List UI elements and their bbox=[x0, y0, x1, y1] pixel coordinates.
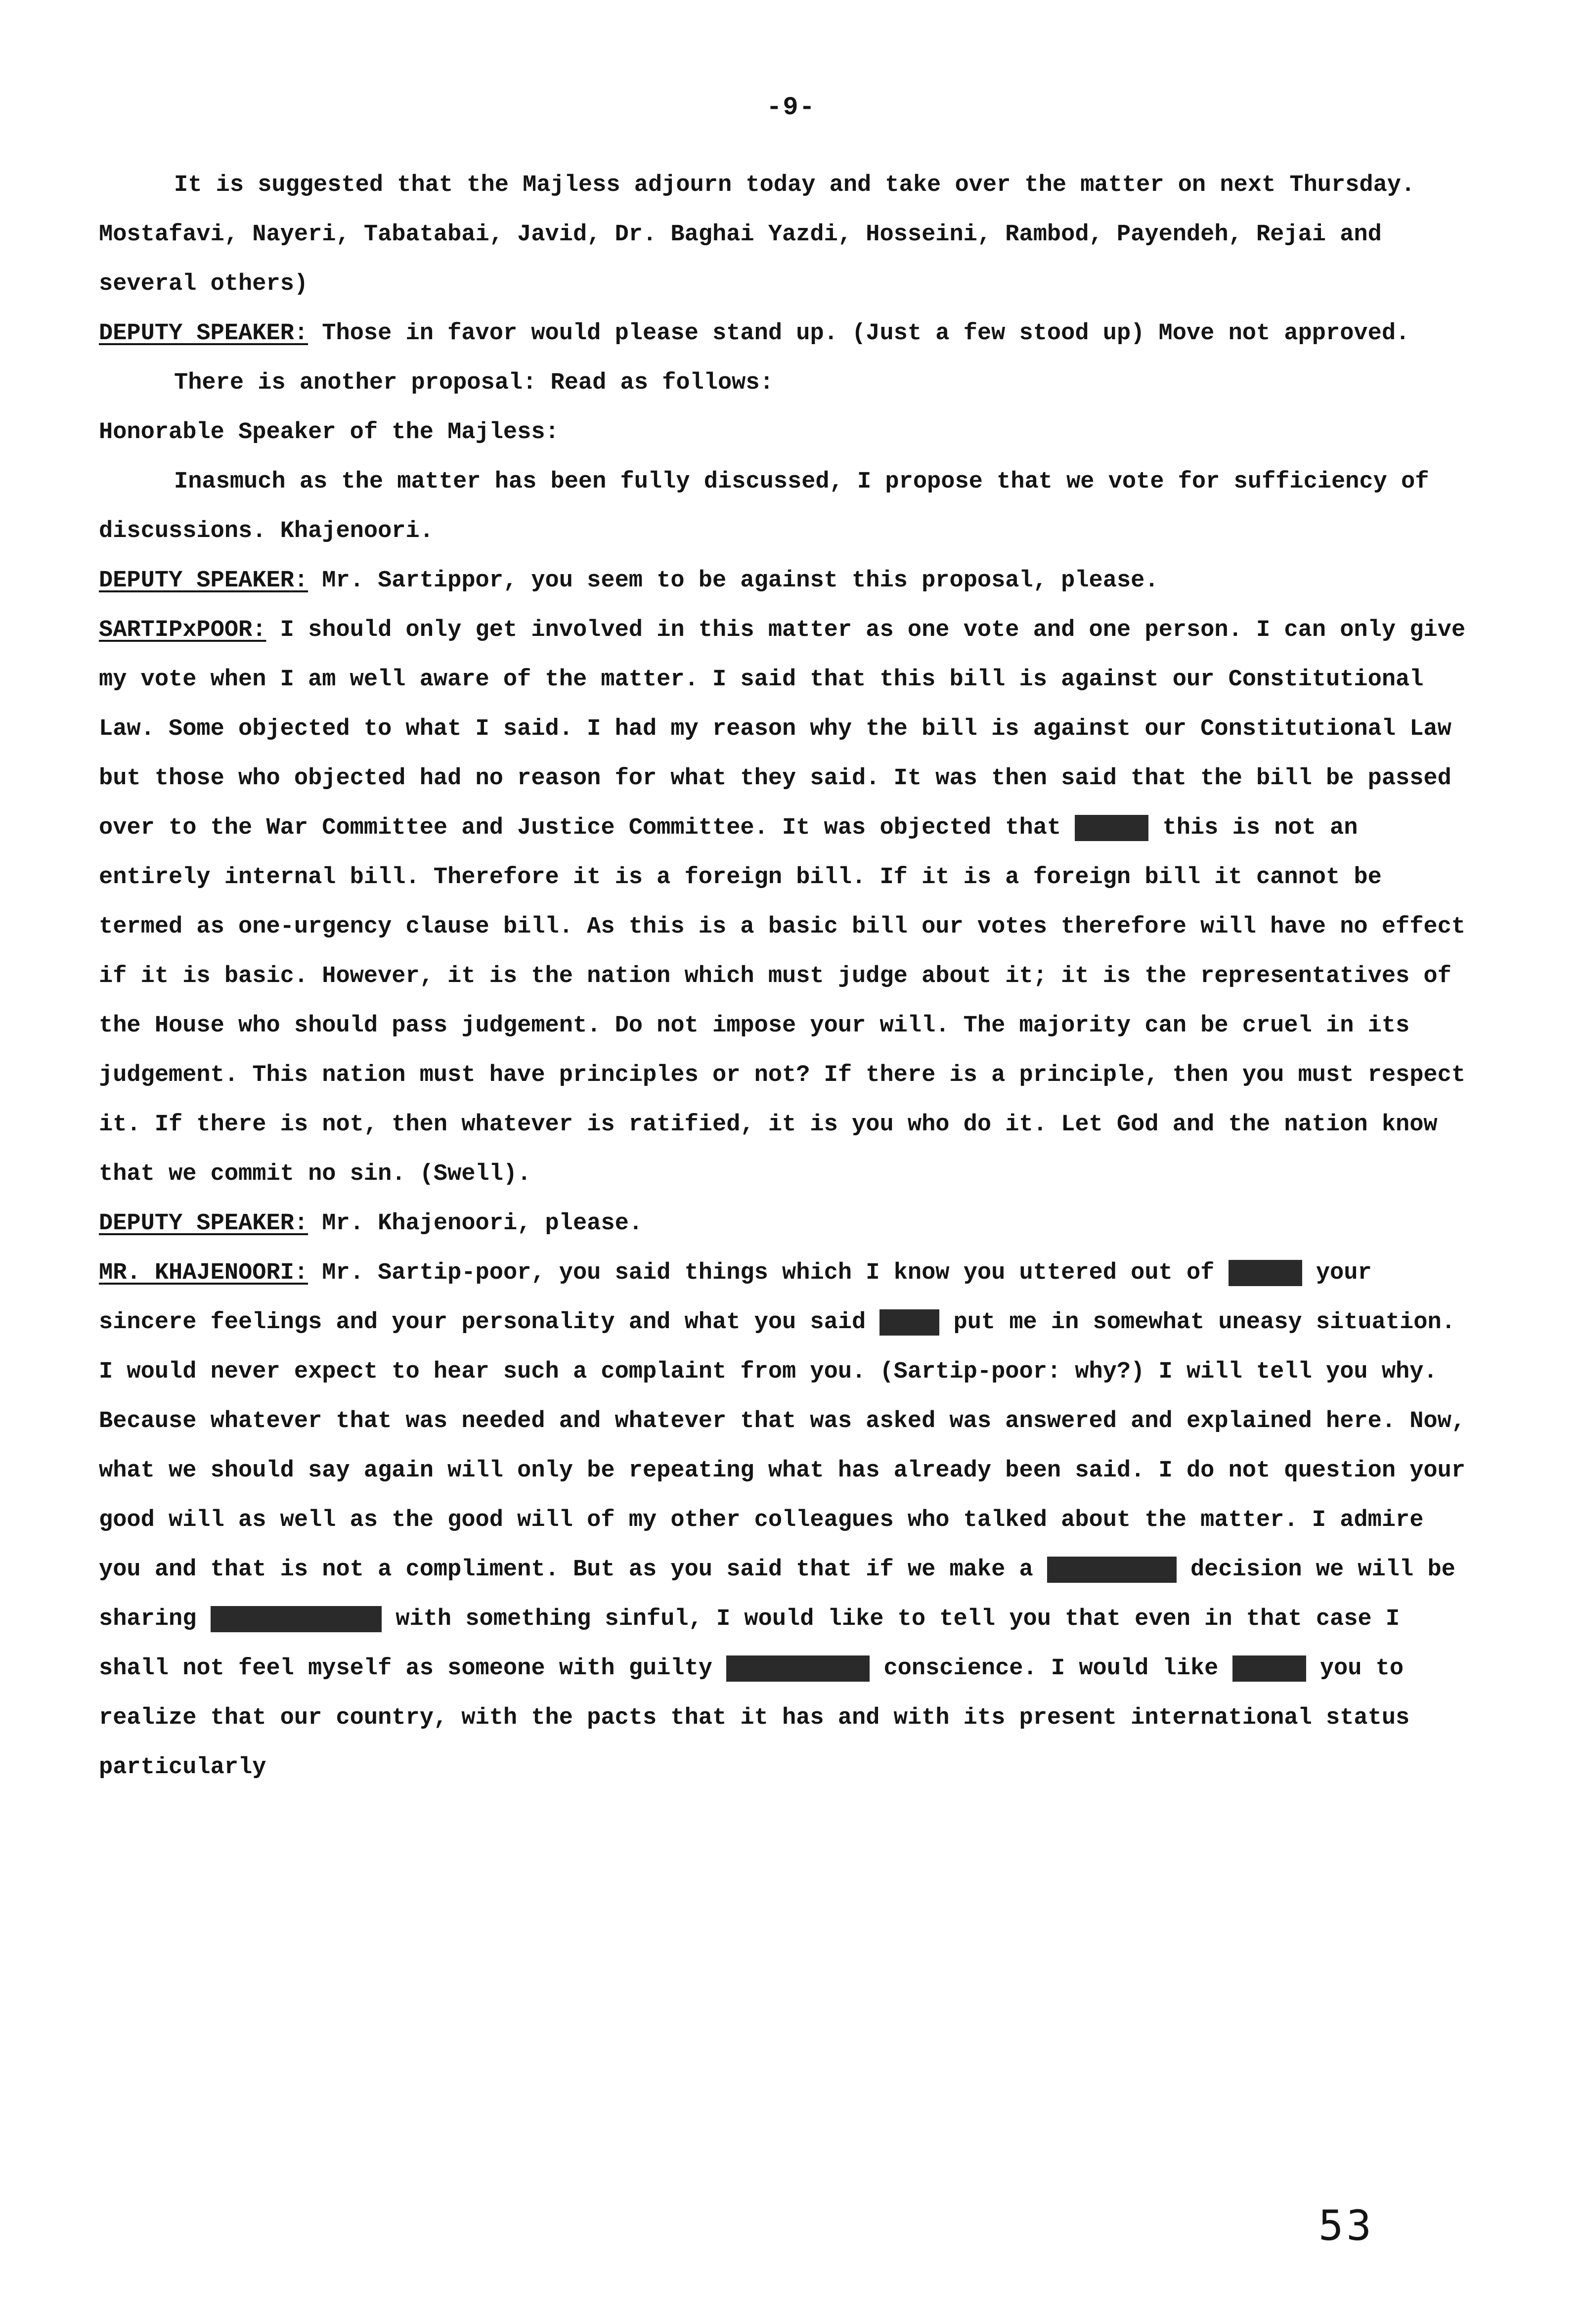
speaker-label: DEPUTY SPEAKER: bbox=[99, 320, 308, 347]
paragraph-text: Mr. Khajenoori, please. bbox=[308, 1210, 643, 1237]
paragraph-deputy-speaker-sartippor bbox=[99, 556, 1473, 606]
page-header: -9- bbox=[766, 93, 816, 122]
paragraph-salutation: Honorable Speaker of the Majless: bbox=[99, 419, 559, 446]
struck-text: xkxxx bbox=[1075, 815, 1148, 841]
struck-text: xkxxx bbox=[1229, 1260, 1302, 1286]
paragraph-text: decision we will be sharing bbox=[99, 1557, 1455, 1632]
paragraph-text: Those in favor would please stand up. (Just a few stood up) Move not approved. bbox=[308, 320, 1410, 347]
speaker-label: SARTIPxPOOR: bbox=[99, 617, 266, 643]
paragraph-khajenoori-speech bbox=[99, 1249, 1473, 1792]
paragraph-sartippoor-speech bbox=[99, 606, 1473, 1199]
paragraph-text: Mr. Sartip-poor, you said things which I know you uttered out of bbox=[308, 1260, 1229, 1286]
struck-text: xxxxxxixxx bbox=[726, 1655, 870, 1682]
speaker-label: DEPUTY SPEAKER: bbox=[99, 1210, 308, 1237]
speaker-label: MR. KHAJENOORI: bbox=[99, 1260, 308, 1286]
struck-text: dxxxxfxxx bbox=[1047, 1557, 1177, 1583]
speaker-label: DEPUTY SPEAKER: bbox=[99, 568, 308, 594]
paragraph-deputy-speaker-khajenoori bbox=[99, 1199, 1473, 1249]
struck-text: ixxxx bbox=[1232, 1655, 1306, 1682]
struck-text: xxdx bbox=[879, 1309, 939, 1336]
paragraph-text: with something sinful, I would like to tell you that even in that case I shall not feel myself as someone with guilty bbox=[99, 1606, 1400, 1682]
paragraph-text: this is not an entirely internal bill. Therefore it is a foreign bill. If it is a foreign bill it cannot be termed as one-urgency clause bill. As this is a basic bill our votes therefore will have no effect if it is basic. However, it is the nation which must judge about it; it is the representatives of the House who should pass judgement. Do not impose your will. The majority can be cruel in its judgement. This nation must have principles or not? If there is a principle, then you must respect it. If there is not, then whatever is ratified, it is you who do it. Let God and the nation know that we commit no sin. (Swell). bbox=[99, 815, 1466, 1187]
paragraph-text: you to realize that our country, with the pacts that it has and with its present international status particularly bbox=[99, 1655, 1410, 1781]
paragraph-text: Mr. Sartippor, you seem to be against this proposal, please. bbox=[308, 568, 1159, 594]
paragraph-text: your sincere feelings and your personality and what you said bbox=[99, 1260, 1372, 1336]
paragraph-proposal-text: Inasmuch as the matter has been fully discussed, I propose that we vote for sufficiency of discussions. Khajenoori. bbox=[99, 469, 1429, 544]
paragraph-text: put me in somewhat uneasy situation. I would never expect to hear such a complaint from you. (Sartip-poor: why?) I will tell you why. Because whatever that was needed and whatever that was asked was answered and explained here. Now, what we should say again will only be repeating what has already been said. I do not question your good will as well as the good will of my other colleagues who talked about the matter. I admire you and that is not a compliment. But as you said that if we make a bbox=[99, 1309, 1466, 1583]
transcript-body bbox=[99, 161, 1473, 1792]
paragraph-text: conscience. I would like bbox=[870, 1655, 1232, 1682]
paragraph-adjourn-proposal: It is suggested that the Majless adjourn today and take over the matter on next Thursday. Mostafavi, Nayeri, Tabatabai, Javid, Dr. Baghai Yazdi, Hosseini, Rambod, Payendeh, Rejai and several others) bbox=[99, 172, 1415, 297]
page-number: 53 bbox=[1318, 2201, 1374, 2250]
paragraph-text: I should only get involved in this matter as one vote and one person. I can only give my vote when I am well aware of the matter. I said that this bill is against our Constitutional Law. Some objected to what I said. I had my reason why the bill is against our Constitutional Law but those who objected had no reason for what they said. It was then said that the bill be passed over to the War Committee and Justice Committee. It was objected that bbox=[99, 617, 1466, 841]
paragraph-another-proposal: There is another proposal: Read as follows: bbox=[174, 370, 774, 396]
struck-text: inxthexxxtax bbox=[211, 1606, 382, 1632]
paragraph-deputy-speaker-vote bbox=[99, 309, 1473, 358]
